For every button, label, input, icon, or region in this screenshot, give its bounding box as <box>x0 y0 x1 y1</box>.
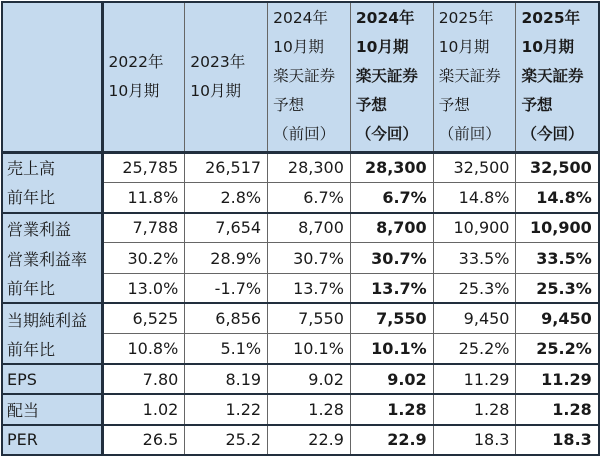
table-row <box>2 364 599 394</box>
table-row <box>2 182 599 212</box>
row-label: 営業利益率 <box>2 243 102 273</box>
value-cell: 13.7% <box>268 273 351 303</box>
value-cell: 25.2% <box>516 334 599 364</box>
column-header-line: 2023年 <box>190 52 246 71</box>
row-label: 営業利益 <box>2 213 102 243</box>
column-header-line: 10月期 <box>355 38 409 57</box>
corner-cell <box>2 2 102 152</box>
value-cell: 30.7% <box>268 243 351 273</box>
value-cell: 9.02 <box>350 364 433 394</box>
value-cell: 26,517 <box>185 152 268 182</box>
column-header-line: 2025年 <box>521 9 581 28</box>
value-cell: 22.9 <box>350 425 433 455</box>
column-header-line: 10月期 <box>273 38 324 57</box>
value-cell: 28,300 <box>268 152 351 182</box>
value-cell: 11.29 <box>433 364 516 394</box>
value-cell: 26.5 <box>102 425 185 455</box>
value-cell: 9.02 <box>268 364 351 394</box>
column-header-line: 予想 <box>355 96 387 115</box>
column-header <box>433 2 516 152</box>
value-cell: 6.7% <box>350 182 433 212</box>
column-header-line: 楽天証券 <box>438 67 501 86</box>
value-cell: 7.80 <box>102 364 185 394</box>
value-cell: 2.8% <box>185 182 268 212</box>
value-cell: 28,300 <box>350 152 433 182</box>
row-label: 売上高 <box>2 152 102 182</box>
row-label: 前年比 <box>2 182 102 212</box>
value-cell: 18.3 <box>433 425 516 455</box>
value-cell: 6.7% <box>268 182 351 212</box>
row-label: 当期純利益 <box>2 303 102 333</box>
row-label: 前年比 <box>2 273 102 303</box>
row-label: PER <box>2 425 102 455</box>
value-cell: 10.1% <box>350 334 433 364</box>
value-cell: 32,500 <box>433 152 516 182</box>
row-label: EPS <box>2 364 102 394</box>
value-cell: 28.9% <box>185 243 268 273</box>
value-cell: 11.29 <box>516 364 599 394</box>
column-header <box>102 2 185 152</box>
value-cell: -1.7% <box>185 273 268 303</box>
table-body <box>2 152 599 455</box>
value-cell: 8,700 <box>268 213 351 243</box>
column-header <box>268 2 351 152</box>
column-header <box>185 2 268 152</box>
column-header-line: （前回） <box>438 125 501 144</box>
value-cell: 7,550 <box>350 303 433 333</box>
column-header-line: （今回） <box>521 125 584 144</box>
value-cell: 10.1% <box>268 334 351 364</box>
value-cell: 14.8% <box>516 182 599 212</box>
table-row <box>2 243 599 273</box>
column-header-line: 2022年 <box>108 52 164 71</box>
value-cell: 1.28 <box>516 394 599 424</box>
value-cell: 10,900 <box>516 213 599 243</box>
value-cell: 18.3 <box>516 425 599 455</box>
value-cell: 25,785 <box>102 152 185 182</box>
column-header-line: 予想 <box>273 96 305 115</box>
column-header-line: 予想 <box>438 96 470 115</box>
value-cell: 6,525 <box>102 303 185 333</box>
header-row <box>2 2 599 152</box>
value-cell: 13.0% <box>102 273 185 303</box>
value-cell: 25.3% <box>516 273 599 303</box>
column-header-line: 10月期 <box>190 81 242 100</box>
value-cell: 14.8% <box>433 182 516 212</box>
value-cell: 8.19 <box>185 364 268 394</box>
value-cell: 10,900 <box>433 213 516 243</box>
column-header-line: 2024年 <box>273 9 329 28</box>
value-cell: 22.9 <box>268 425 351 455</box>
value-cell: 11.8% <box>102 182 185 212</box>
value-cell: 7,788 <box>102 213 185 243</box>
table-row <box>2 273 599 303</box>
value-cell: 7,550 <box>268 303 351 333</box>
column-header <box>516 2 599 152</box>
value-cell: 13.7% <box>350 273 433 303</box>
value-cell: 33.5% <box>433 243 516 273</box>
value-cell: 9,450 <box>433 303 516 333</box>
value-cell: 5.1% <box>185 334 268 364</box>
value-cell: 8,700 <box>350 213 433 243</box>
table-row <box>2 213 599 243</box>
table-row <box>2 303 599 333</box>
table-row <box>2 334 599 364</box>
row-label: 配当 <box>2 394 102 424</box>
column-header-line: （前回） <box>273 125 336 144</box>
column-header-line: 予想 <box>521 96 553 115</box>
table-row <box>2 425 599 455</box>
value-cell: 1.22 <box>185 394 268 424</box>
value-cell: 30.7% <box>350 243 433 273</box>
value-cell: 9,450 <box>516 303 599 333</box>
value-cell: 25.3% <box>433 273 516 303</box>
column-header <box>350 2 433 152</box>
column-header-line: （今回） <box>355 125 418 144</box>
row-label: 前年比 <box>2 334 102 364</box>
value-cell: 32,500 <box>516 152 599 182</box>
value-cell: 6,856 <box>185 303 268 333</box>
value-cell: 1.28 <box>350 394 433 424</box>
value-cell: 25.2 <box>185 425 268 455</box>
value-cell: 30.2% <box>102 243 185 273</box>
value-cell: 1.28 <box>433 394 516 424</box>
column-header-line: 楽天証券 <box>521 67 584 86</box>
table-row <box>2 152 599 182</box>
table-row <box>2 394 599 424</box>
column-header-line: 10月期 <box>438 38 490 57</box>
column-header-line: 10月期 <box>521 38 575 57</box>
earnings-forecast-table <box>1 1 600 456</box>
column-header-line: 2024年 <box>355 9 415 28</box>
value-cell: 33.5% <box>516 243 599 273</box>
table-header <box>2 2 599 152</box>
column-header-line: 楽天証券 <box>273 67 336 86</box>
value-cell: 10.8% <box>102 334 185 364</box>
value-cell: 1.02 <box>102 394 185 424</box>
column-header-line: 10月期 <box>108 81 160 100</box>
value-cell: 7,654 <box>185 213 268 243</box>
column-header-line: 2025年 <box>438 9 494 28</box>
column-header-line: 楽天証券 <box>355 67 418 86</box>
value-cell: 25.2% <box>433 334 516 364</box>
value-cell: 1.28 <box>268 394 351 424</box>
